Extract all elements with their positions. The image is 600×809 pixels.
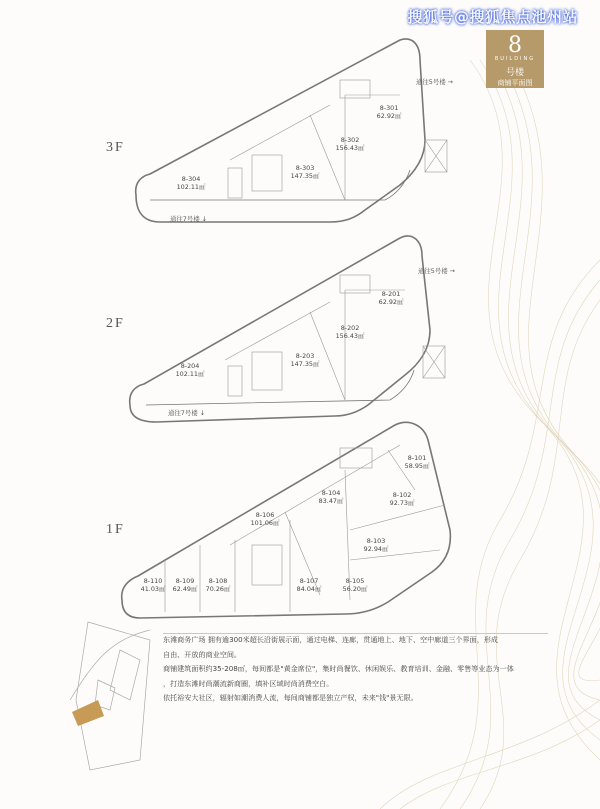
unit-8-203: 8-203 147.35㎡ [290,352,320,368]
note-to-building-5-3f: 通往5号楼 → [416,78,454,86]
note-to-building-7-3f: 通往7号楼 ↓ [170,215,208,223]
note-to-building-5-2f: 通往5号楼 → [418,267,456,275]
building-text: BUILDING [494,56,536,62]
description-line-1: 东滩商务广场 拥有逾300米超长沿街展示面，通过电梯、连廊，贯通地上、地下、空中廊道三个界面，形成 [163,635,499,644]
building-label: 号楼 [505,68,524,78]
unit-8-110: 8-110 41.03㎡ [140,577,166,593]
building-sublabel: 商铺平面图 [497,79,533,87]
unit-8-103: 8-103 92.94㎡ [363,537,389,553]
note-to-building-7-2f: 通往7号楼 ↓ [168,409,206,417]
building-number: 8 [508,33,522,58]
unit-8-303: 8-303 147.35㎡ [290,164,320,180]
description-line-3: 商铺建筑面积约35-208㎡，每间都是"黄金席位"，集时尚餐饮、休闲娱乐、教育培训、金融、零售等业态为一体 [163,664,514,674]
floor-label-3f: 3F [106,140,125,155]
building-badge [486,30,544,88]
unit-8-101: 8-101 58.95㎡ [404,454,430,470]
unit-8-201: 8-201 62.92㎡ [378,290,404,306]
unit-8-302: 8-302 156.43㎡ [335,136,365,152]
unit-8-102: 8-102 92.73㎡ [389,491,415,507]
unit-8-105: 8-105 56.20㎡ [342,577,368,593]
floor-label-1f: 1F [106,522,125,537]
description-text [163,633,583,706]
unit-8-204: 8-204 102.11㎡ [175,362,205,378]
unit-8-202: 8-202 156.43㎡ [335,324,365,340]
unit-8-109: 8-109 62.49㎡ [172,577,198,593]
description-line-2: 自由、开放的商业空间。 [163,649,242,659]
unit-8-106: 8-106 101.06㎡ [250,511,280,527]
unit-8-304: 8-304 102.11㎡ [176,175,206,191]
watermark: 搜狐号@搜狐焦点池州站 [407,8,578,26]
floor-label-2f: 2F [106,316,125,331]
unit-8-107: 8-107 84.04㎡ [296,577,322,593]
description-line-4: ，打造东滩时尚潮流新商圈，填补区域时尚消费空白。 [163,678,334,688]
description-line-5: 依托裕安大社区，辐射如潮消费人流，每间商铺都是独立产权，未来"钱"景无限。 [163,693,418,703]
unit-8-301: 8-301 62.92㎡ [376,104,402,120]
unit-8-104: 8-104 83.47㎡ [318,489,344,505]
unit-8-108: 8-108 70.26㎡ [205,577,231,593]
